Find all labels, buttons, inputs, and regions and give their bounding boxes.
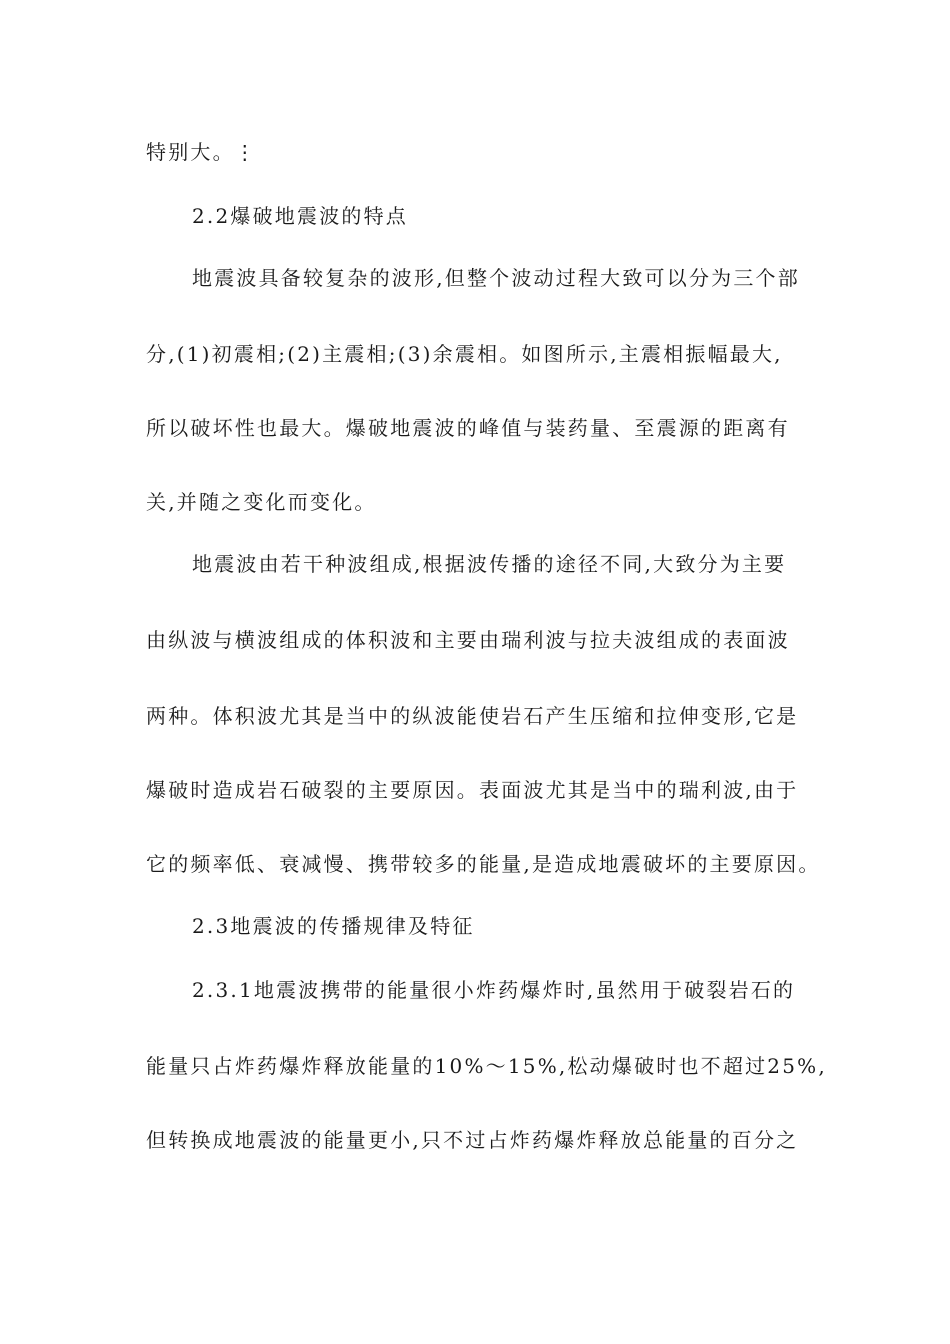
paragraph-line: 由纵波与横波组成的体积波和主要由瑞利波与拉夫波组成的表面波 — [146, 628, 790, 652]
paragraph-line: 爆破时造成岩石破裂的主要原因。表面波尤其是当中的瑞利波,由于 — [146, 778, 799, 802]
paragraph-line: 地震波具备较复杂的波形,但整个波动过程大致可以分为三个部 — [192, 266, 800, 290]
subsection-heading-2-3-1: 2.3.1地震波携带的能量很小炸药爆炸时,虽然用于破裂岩石的 — [192, 978, 796, 1002]
section-heading-2-2: 2.2爆破地震波的特点 — [192, 204, 409, 228]
paragraph-line: 关,并随之变化而变化。 — [146, 490, 377, 514]
paragraph-line: 但转换成地震波的能量更小,只不过占炸药爆炸释放总能量的百分之 — [146, 1128, 799, 1152]
paragraph-line-continuation: 特别大。⋮ — [146, 140, 257, 164]
paragraph-line: 它的频率低、衰减慢、携带较多的能量,是造成地震破坏的主要原因。 — [146, 852, 821, 876]
section-heading-2-3: 2.3地震波的传播规律及特征 — [192, 914, 475, 938]
paragraph-line: 分,(1)初震相;(2)主震相;(3)余震相。如图所示,主震相振幅最大, — [146, 342, 783, 366]
paragraph-line: 地震波由若干种波组成,根据波传播的途径不同,大致分为主要 — [192, 552, 787, 576]
paragraph-line: 两种。体积波尤其是当中的纵波能使岩石产生压缩和拉伸变形,它是 — [146, 704, 799, 728]
paragraph-line: 所以破坏性也最大。爆破地震波的峰值与装药量、至震源的距离有 — [146, 416, 790, 440]
paragraph-line: 能量只占炸药爆炸释放能量的10%～15%,松动爆破时也不超过25%, — [146, 1054, 827, 1078]
